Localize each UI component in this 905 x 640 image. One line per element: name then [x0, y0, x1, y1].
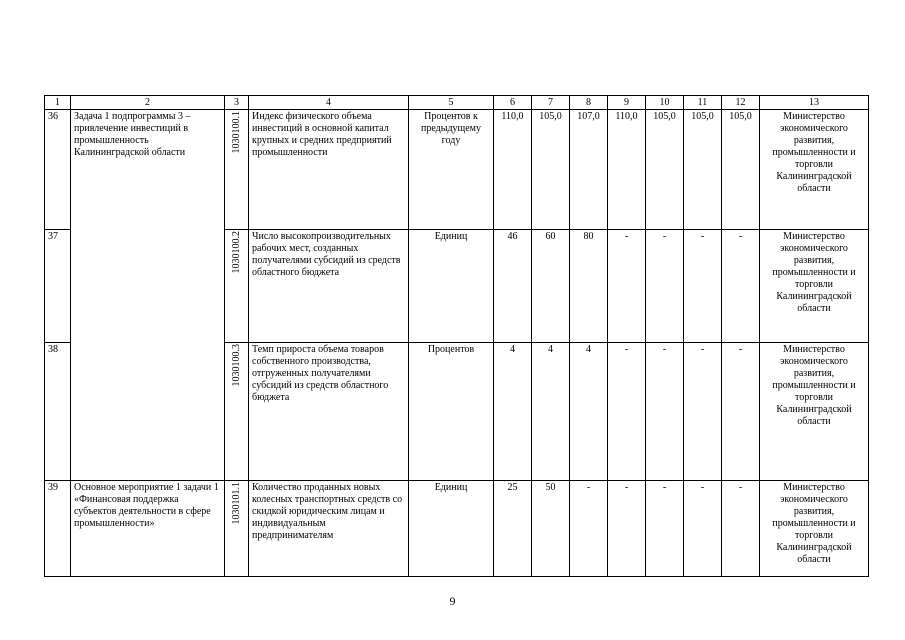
col-header: 6: [494, 96, 532, 110]
indicator-code: 1030100.1: [230, 111, 242, 154]
table-row: [45, 481, 869, 577]
value-cell: 105,0: [532, 110, 570, 230]
page-number: 9: [449, 594, 456, 608]
responsible-cell: Министерство экономического развития, промышленности и торговли Калининградской области: [760, 343, 869, 481]
code-cell: [225, 343, 249, 481]
value-cell: 4: [494, 343, 532, 481]
col-header: 4: [249, 96, 409, 110]
indicator-cell: Индекс физического объема инвестиций в основной капитал крупных и средних предприятий промышленности: [249, 110, 409, 230]
value-cell: -: [684, 343, 722, 481]
col-header: 3: [225, 96, 249, 110]
value-cell: 46: [494, 230, 532, 343]
row-number: 38: [45, 343, 71, 481]
value-cell: -: [722, 343, 760, 481]
value-cell: 105,0: [646, 110, 684, 230]
value-cell: 105,0: [684, 110, 722, 230]
col-header: 10: [646, 96, 684, 110]
col-header: 5: [409, 96, 494, 110]
unit-cell: Единиц: [409, 230, 494, 343]
code-cell: [225, 110, 249, 230]
value-cell: 110,0: [608, 110, 646, 230]
value-cell: 4: [570, 343, 608, 481]
table-row: [45, 110, 869, 230]
indicator-code: 1030100.3: [230, 344, 242, 387]
col-header: 9: [608, 96, 646, 110]
indicator-cell: Число высокопроизводительных рабочих мест, созданных получателями субсидий из средств областного бюджета: [249, 230, 409, 343]
task-cell: Задача 1 подпрограммы 3 – привлечение инвестиций в промышленность Калининградской области: [71, 110, 225, 481]
code-cell: [225, 481, 249, 577]
value-cell: 4: [532, 343, 570, 481]
value-cell: 107,0: [570, 110, 608, 230]
value-cell: -: [722, 481, 760, 577]
row-number: 37: [45, 230, 71, 343]
col-header: 7: [532, 96, 570, 110]
responsible-cell: Министерство экономического развития, промышленности и торговли Калининградской области: [760, 110, 869, 230]
col-header: 12: [722, 96, 760, 110]
indicator-code: 1030101.1: [230, 482, 242, 525]
value-cell: -: [570, 481, 608, 577]
col-header: 11: [684, 96, 722, 110]
value-cell: 50: [532, 481, 570, 577]
value-cell: -: [646, 230, 684, 343]
value-cell: -: [608, 343, 646, 481]
value-cell: 80: [570, 230, 608, 343]
value-cell: -: [684, 230, 722, 343]
task-cell: Основное мероприятие 1 задачи 1 «Финансовая поддержка субъектов деятельности в сфере промышленности»: [71, 481, 225, 577]
responsible-cell: Министерство экономического развития, промышленности и торговли Калининградской области: [760, 230, 869, 343]
indicator-cell: Темп прироста объема товаров собственного производства, отгруженных получателями субсидий из средств областного бюджета: [249, 343, 409, 481]
indicator-code: 1030100.2: [230, 231, 242, 274]
value-cell: 105,0: [722, 110, 760, 230]
row-number: 39: [45, 481, 71, 577]
value-cell: -: [722, 230, 760, 343]
value-cell: -: [646, 481, 684, 577]
value-cell: -: [646, 343, 684, 481]
value-cell: -: [608, 230, 646, 343]
col-header: 8: [570, 96, 608, 110]
responsible-cell: Министерство экономического развития, промышленности и торговли Калининградской области: [760, 481, 869, 577]
value-cell: 25: [494, 481, 532, 577]
col-header: 13: [760, 96, 869, 110]
code-cell: [225, 230, 249, 343]
value-cell: 110,0: [494, 110, 532, 230]
row-number: 36: [45, 110, 71, 230]
value-cell: -: [684, 481, 722, 577]
indicators-table: [44, 95, 869, 577]
unit-cell: Процентов: [409, 343, 494, 481]
header-row: [45, 96, 869, 110]
value-cell: -: [608, 481, 646, 577]
value-cell: 60: [532, 230, 570, 343]
col-header: 2: [71, 96, 225, 110]
col-header: 1: [45, 96, 71, 110]
unit-cell: Процентов к предыдущему году: [409, 110, 494, 230]
unit-cell: Единиц: [409, 481, 494, 577]
indicator-cell: Количество проданных новых колесных транспортных средств со скидкой юридическим лицам и индивидуальным предпринимателям: [249, 481, 409, 577]
